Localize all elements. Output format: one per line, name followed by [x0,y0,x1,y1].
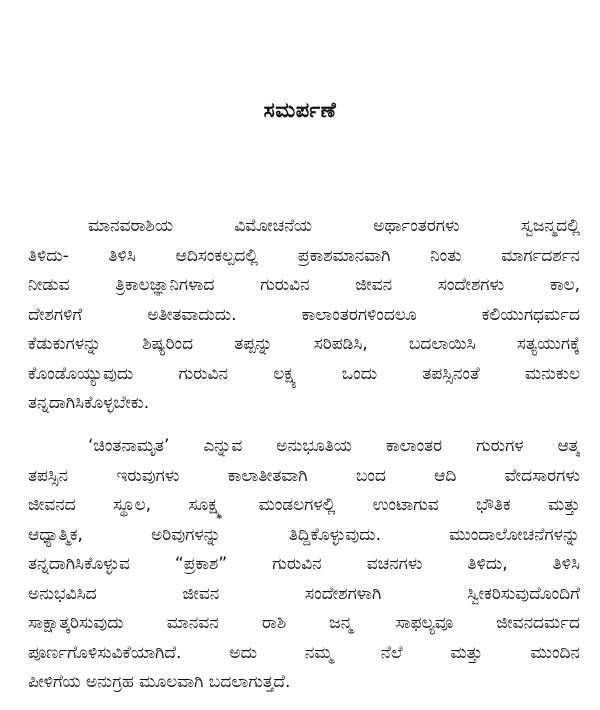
paragraph-line: ಮಾನವರಾಶಿಯ ವಿಮೋಚನೆಯ ಅರ್ಥಾಂತರಗಳು ಸ್ವಜನ್ಮದಲ್ಲಿ [88,216,580,236]
paragraph-line: ‘ಚಿಂತನಾಮೃತ’ ಎನ್ನುವ ಅನುಭೂತಿಯ ಕಾಲಾಂತರ ಗುರುಗಳ ಆತ್ಮ [88,436,580,456]
paragraph-line: ಆಧ್ಯಾತ್ಮಿಕ, ಅರಿವುಗಳನ್ನು ತಿದ್ದಿಕೊಳ್ಳುವುದು. ಮುಂದಾಲೋಚನೆಗಳನ್ನು [28,524,580,545]
paragraph-line: ಜೀವನದ ಸ್ಥೂಲ, ಸೂಕ್ಷ್ಮ ಮಂಡಲಗಳಲ್ಲಿ ಉಂಟಾಗುವ ಭೌತಿಕ ಮತ್ತು [28,495,580,515]
paragraph-line: ನೀಡುವ ತ್ರಿಕಾಲಜ್ಞಾನಿಗಳಾದ ಗುರುವಿನ ಜೀವನ ಸಂದೇಶಗಳು ಕಾಲ, [28,275,580,295]
paragraph-line: ಪೀಳಿಗೆಯ ಅನುಗ್ರಹ ಮೂಲವಾಗಿ ಬದಲಾಗುತ್ತದೆ. [28,672,291,692]
paragraph-line: ದೇಶಗಳಿಗೆ ಅತೀತವಾದುದು. ಕಾಲಾಂತರಗಳಿಂದಲೂ ಕಲಿಯುಗಧರ್ಮದ [28,304,580,325]
paragraph-dedication-1 [28,212,580,419]
paragraph-line: ಕೆಡುಕುಗಳನ್ನು ಶಿಷ್ಯರಿಂದ ತಪ್ಪನ್ನು ಸರಿಪಡಿಸಿ, ಬದಲಾಯಿಸಿ ಸತ್ಯಯುಗಕ್ಕೆ [28,334,580,354]
paragraph-line: ತನ್ನದಾಗಿಸಿಕೊಳ್ಳಬೇಕು. [28,393,150,413]
paragraph-line: ತನ್ನದಾಗಿಸಿಕೊಳ್ಳುವ “ಪ್ರಕಾಶ” ಗುರುವಿನ ವಚನಗಳು ತಿಳಿದು, ತಿಳಿಸಿ [28,554,580,574]
paragraph-line: ತಪಸ್ಸಿನ ಇರುವುಗಳು ಕಾಲಾತೀತವಾಗಿ ಬಂದ ಆದಿ ವೇದಸಾರಗಳು [28,465,580,486]
paragraph-line: ಕೊಂಡೊಯ್ಯುವುದು ಗುರುವಿನ ಲಕ್ಷ್ಯ ಒಂದು ತಪಸ್ಸಿನಂತೆ ಮನುಕುಲ [28,363,580,384]
paragraph-line: ಅನುಭವಿಸಿದ ಜೀವನ ಸಂದೇಶಗಳಾಗಿ ಸ್ವೀಕರಿಸುವುದೊಂದಿಗೆ [28,583,580,604]
paragraph-line: ತಿಳಿದು- ತಿಳಿಸಿ ಆದಿಸಂಕಲ್ಪದಲ್ಲಿ ಪ್ರಕಾಶಮಾನವಾಗಿ ನಿಂತು ಮಾರ್ಗದರ್ಶನ [28,245,580,266]
paragraph-line: ಪೂರ್ಣಗೊಳಿಸುವಿಕೆಯಾಗಿದೆ. ಅದು ನಮ್ಮ ನೆಲೆ ಮತ್ತು ಮುಂದಿನ [28,642,580,663]
page-title: ಸಮರ್ಪಣೆ [263,98,337,122]
paragraph-dedication-2 [28,432,580,698]
paragraph-line: ಸಾಕ್ಷಾತ್ಕರಿಸುವುದು ಮಾನವನ ರಾಶಿ ಜನ್ಮ ಸಾಫಲ್ಯವೂ ಜೀವನದರ್ಮದ [28,613,580,633]
